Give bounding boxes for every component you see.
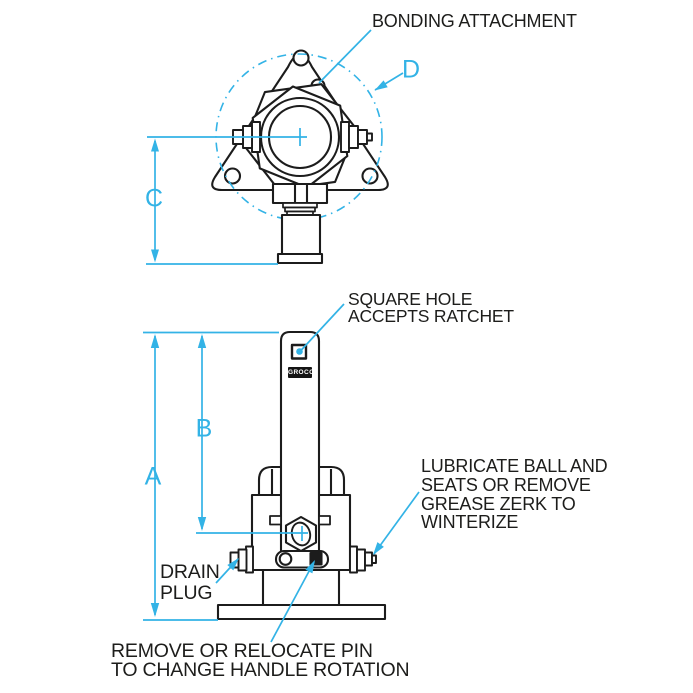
dimension-label-b: B bbox=[195, 414, 213, 443]
lubricate-label-line1: LUBRICATE BALL AND bbox=[421, 456, 608, 476]
leader-bonding bbox=[319, 30, 371, 83]
grease-zerk-right bbox=[350, 547, 376, 573]
square-hole-label bbox=[348, 291, 514, 324]
pin-rotation-label bbox=[111, 642, 409, 679]
handle-stop-tab-left bbox=[270, 516, 281, 525]
top-view bbox=[212, 51, 388, 264]
lubricate-label-line2: SEATS OR REMOVE bbox=[421, 474, 591, 495]
pin-rotation-label-line2: TO CHANGE HANDLE ROTATION bbox=[111, 658, 410, 681]
bonding-attachment-label: BONDING ATTACHMENT bbox=[372, 11, 577, 31]
handle-stop-tab-right bbox=[319, 516, 330, 525]
square-hole-label-line2: ACCEPTS RATCHET bbox=[348, 305, 514, 326]
pin-rotation-label-line1: REMOVE OR RELOCATE PIN bbox=[111, 640, 373, 662]
handle-grip-base bbox=[278, 254, 322, 263]
square-hole-label-line1: SQUARE HOLE bbox=[348, 289, 473, 309]
drain-plug-label-line1: DRAIN bbox=[160, 561, 220, 583]
drain-plug-label-line2: PLUG bbox=[160, 581, 213, 604]
dimension-label-d: D bbox=[401, 55, 421, 84]
stem-neck bbox=[273, 184, 327, 203]
lubricate-label bbox=[421, 457, 607, 532]
dimension-label-a: A bbox=[144, 462, 162, 491]
lubricate-label-line4: WINTERIZE bbox=[421, 512, 519, 533]
handle-grip-end bbox=[282, 215, 320, 255]
bolt-hole-left bbox=[225, 169, 240, 184]
dimension-label-c: C bbox=[144, 184, 164, 213]
grease-zerk-right-plan bbox=[341, 122, 372, 152]
drain-plug-label bbox=[160, 562, 220, 603]
rotation-pin bbox=[311, 553, 322, 565]
pin-hole-empty bbox=[280, 553, 292, 565]
base-flange bbox=[218, 605, 385, 619]
lubricate-label-line3: GREASE ZERK TO bbox=[421, 493, 576, 514]
bolt-hole-top bbox=[294, 51, 309, 66]
leader-square-hole bbox=[300, 304, 345, 352]
groco-logo-badge: GROCO bbox=[288, 369, 315, 376]
